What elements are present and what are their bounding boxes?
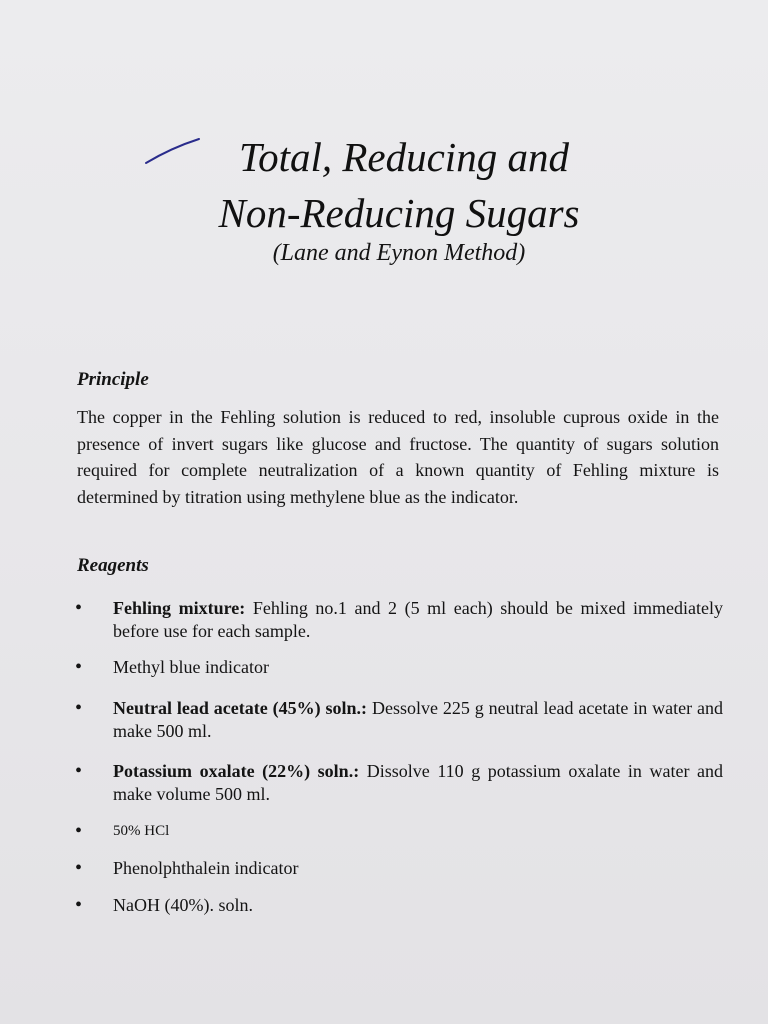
bullet-icon: • xyxy=(75,820,83,842)
bullet-icon: • xyxy=(75,656,83,678)
bullet-icon: • xyxy=(75,894,83,916)
reagent-text: Phenolphthalein indicator xyxy=(113,858,299,878)
reagent-item-potassium-oxalate xyxy=(75,760,723,806)
reagent-item-hcl xyxy=(75,820,723,843)
reagent-item-naoh xyxy=(75,894,723,917)
reagent-text: Methyl blue indicator xyxy=(113,657,269,677)
reagent-item-methyl-blue xyxy=(75,656,723,679)
bullet-icon: • xyxy=(75,697,83,719)
bullet-icon: • xyxy=(75,597,83,619)
document-title-line2: Non-Reducing Sugars xyxy=(218,190,580,236)
reagent-text: NaOH (40%). soln. xyxy=(113,895,253,915)
reagent-item-neutral-lead-acetate xyxy=(75,697,723,743)
document-title-line1: Total, Reducing and xyxy=(239,134,569,180)
principle-heading: Principle xyxy=(77,369,149,390)
reagent-item-phenolphthalein xyxy=(75,857,723,880)
principle-paragraph: The copper in the Fehling solution is reduced to red, insoluble cuprous oxide in the presence of invert sugars like glucose and fructose. The quantity of sugars solution required for complete neutralization of a known quantity of Fehling mixture is determined by titration using methylene blue as the indicator. xyxy=(77,407,719,507)
reagent-text: 50% HCl xyxy=(113,823,170,839)
reagent-text: Dissolve 110 g potassium oxalate in water and make volume 500 ml. xyxy=(113,761,723,804)
bullet-icon: • xyxy=(75,857,83,879)
reagent-item-fehling-mixture xyxy=(75,597,723,643)
document-subtitle: (Lane and Eynon Method) xyxy=(272,240,526,266)
reagent-name: Fehling mixture: xyxy=(113,598,246,618)
reagent-name: Potassium oxalate (22%) soln.: xyxy=(113,761,360,781)
reagent-name: Neutral lead acetate (45%) soln.: xyxy=(113,698,368,718)
reagent-text: Fehling no.1 and 2 (5 ml each) should be mixed immediately before use for each sample. xyxy=(113,598,723,641)
bullet-icon: • xyxy=(75,760,83,782)
reagent-text: Dessolve 225 g neutral lead acetate in water and make 500 ml. xyxy=(113,698,723,741)
reagents-heading: Reagents xyxy=(77,555,149,576)
